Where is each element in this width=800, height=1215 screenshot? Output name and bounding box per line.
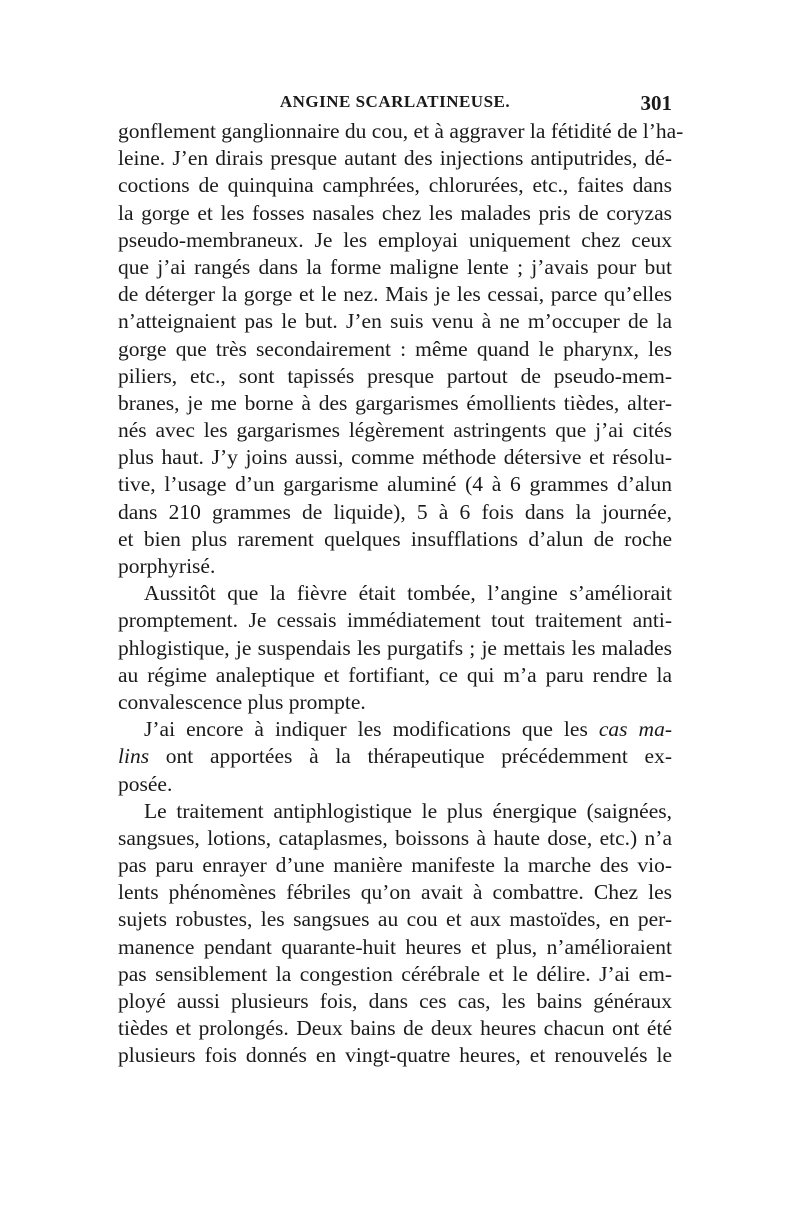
text-line: sangsues, lotions, cataplasmes, boissons à haute dose, etc.) n’a [118, 825, 672, 850]
text-line: sujets robustes, les sangsues au cou et aux mastoïdes, en per- [118, 907, 672, 932]
text-line: convalescence plus prompte. [118, 689, 366, 714]
body-text [118, 118, 684, 1070]
paragraph-2 [118, 580, 672, 716]
page-number: 301 [640, 91, 672, 115]
text-line: lents phénomènes fébriles qu’on avait à combattre. Chez les [118, 880, 672, 905]
text-line: pas sensiblement la congestion cérébrale et le délire. J’ai em- [118, 961, 672, 986]
text-line [118, 771, 672, 798]
text-line: leine. J’en dirais presque autant des injections antiputrides, dé- [118, 146, 672, 171]
paragraph-1 [118, 118, 684, 580]
text-line: pas paru enrayer d’une manière manifeste la marche des vio- [118, 853, 672, 878]
text-line: dans 210 grammes de liquide), 5 à 6 fois dans la journée, [118, 499, 672, 524]
text-run: ont apportées à la thérapeutique précédemment ex- [149, 744, 672, 769]
text-line: tièdes et prolongés. Deux bains de deux heures chacun ont été [118, 1016, 672, 1041]
text-line: phlogistique, je suspendais les purgatifs ; je mettais les malades [118, 635, 672, 660]
text-run: posée. [118, 771, 173, 796]
text-line: tive, l’usage d’un gargarisme aluminé (4 à 6 grammes d’alun [118, 472, 672, 497]
italic-run: cas ma- [598, 717, 672, 742]
text-line: pseudo-membraneux. Je les employai uniquement chez ceux [118, 227, 672, 252]
text-line: Le traitement antiphlogistique le plus énergique (saignées, [144, 798, 672, 823]
text-line: coctions de quinquina camphrées, chlorurées, etc., faites dans [118, 173, 672, 198]
text-line: et bien plus rarement quelques insufflations d’alun de roche [118, 526, 672, 551]
text-line: plusieurs fois donnés en vingt-quatre heures, et renouvelés le [118, 1043, 672, 1068]
text-line: la gorge et les fosses nasales chez les malades pris de coryzas [118, 200, 672, 225]
text-line: n’atteignaient pas le but. J’en suis venu à ne m’occuper de la [118, 309, 672, 334]
text-line: manence pendant quarante-huit heures et plus, n’amélioraient [118, 934, 672, 959]
text-line: branes, je me borne à des gargarismes émollients tièdes, alter- [118, 390, 672, 415]
running-title: ANGINE SCARLATINEUSE. [279, 92, 511, 111]
italic-run: lins [118, 744, 150, 769]
text-run: J’ai encore à indiquer les modifications que les [144, 717, 599, 742]
text-line: piliers, etc., sont tapissés presque partout de pseudo-mem- [118, 363, 672, 388]
text-line: gorge que très secondairement : même quand le pharynx, les [118, 336, 672, 361]
text-line: nés avec les gargarismes légèrement astringents que j’ai cités [118, 418, 672, 443]
text-line: de déterger la gorge et le nez. Mais je les cessai, parce qu’elles [118, 282, 672, 307]
text-line [118, 716, 672, 743]
text-line: au régime analeptique et fortifiant, ce qui m’a paru rendre la [118, 662, 672, 687]
text-line: promptement. Je cessais immédiatement tout traitement anti- [118, 608, 672, 633]
paragraph-3 [118, 716, 672, 798]
paragraph-4 [118, 798, 672, 1070]
text-line: ployé aussi plusieurs fois, dans ces cas, les bains généraux [118, 989, 672, 1013]
text-line: gonflement ganglionnaire du cou, et à aggraver la fétidité de l’ha- [118, 119, 684, 143]
text-line [118, 743, 672, 770]
text-line: plus haut. J’y joins aussi, comme méthode détersive et résolu- [118, 445, 672, 470]
text-line: porphyrisé. [118, 554, 216, 578]
text-line: que j’ai rangés dans la forme maligne lente ; j’avais pour but [118, 254, 672, 279]
text-line: Aussitôt que la fièvre était tombée, l’angine s’améliorait [144, 581, 672, 606]
